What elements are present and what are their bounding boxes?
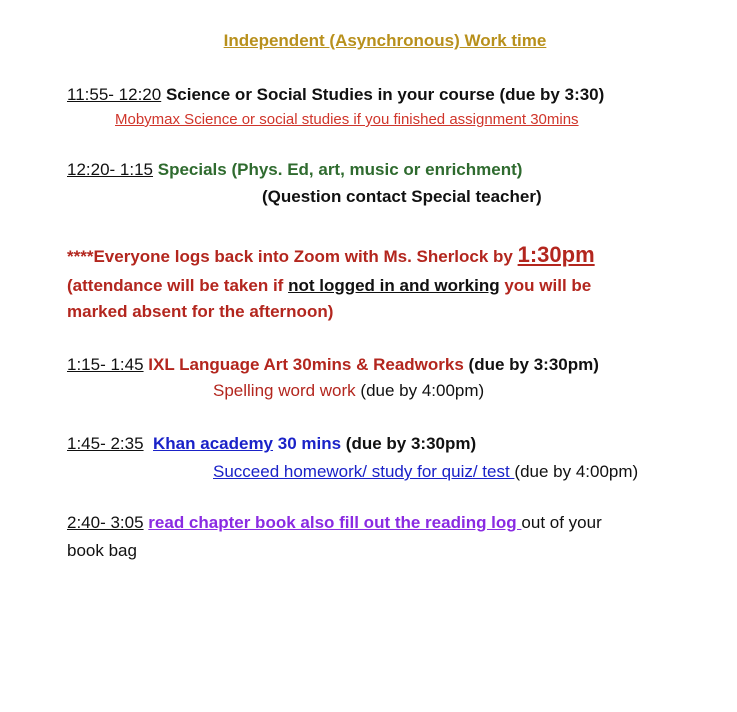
specials-row (67, 159, 522, 181)
activity-text: Science or Social Studies in your course (due by 3:30) (161, 85, 605, 104)
due-text: (due by 4:00pm) (355, 381, 485, 400)
notice-text: ****Everyone logs back into Zoom with Ms. Sherlock by (67, 247, 518, 266)
ixl-row (67, 354, 599, 376)
zoom-notice-line-1 (67, 244, 595, 268)
notice-text: you will be (499, 276, 592, 295)
notice-text: (attendance will be taken if (67, 276, 289, 295)
reading-log-link[interactable]: read chapter book also fill out the reading log (148, 513, 522, 532)
spelling-row (213, 380, 484, 402)
succeed-link[interactable]: Succeed homework/ study for quiz/ test (213, 462, 515, 481)
reading-row (67, 512, 602, 534)
due-text: (due by 3:30pm) (463, 355, 599, 374)
due-text: (due by 3:30pm) (341, 434, 477, 453)
due-text: (due by 4:00pm) (514, 462, 639, 481)
mobymax-link[interactable]: Mobymax Science or social studies if you finished assignment 30mins (115, 111, 579, 128)
reading-row-continued: book bag (67, 541, 137, 560)
succeed-row (213, 461, 638, 483)
science-social-row (67, 84, 604, 106)
khan-row (67, 433, 476, 455)
activity-text: IXL Language Art 30mins & Readworks (143, 355, 464, 374)
time-slot: 2:40- 3:05 (67, 513, 144, 532)
time-slot: 1:45- 2:35 (67, 434, 144, 453)
zoom-notice-line-3: marked absent for the afternoon) (67, 302, 334, 321)
activity-text: 30 mins (273, 434, 342, 453)
time-slot: 1:15- 1:45 (67, 355, 144, 374)
time-slot: 12:20- 1:15 (67, 160, 154, 179)
notice-time: 1:30pm (517, 242, 595, 267)
time-slot: 11:55- 12:20 (67, 85, 162, 104)
activity-text: out of your (521, 513, 602, 532)
zoom-notice-line-2 (67, 275, 591, 297)
activity-text: Specials (Phys. Ed, art, music or enrichment) (153, 160, 523, 179)
page-title: Independent (Asynchronous) Work time (223, 31, 547, 50)
activity-text: Spelling word work (213, 381, 356, 400)
specials-note: (Question contact Special teacher) (262, 187, 542, 206)
notice-emphasis: not logged in and working (288, 276, 500, 295)
khan-academy-link[interactable]: Khan academy (153, 434, 274, 453)
